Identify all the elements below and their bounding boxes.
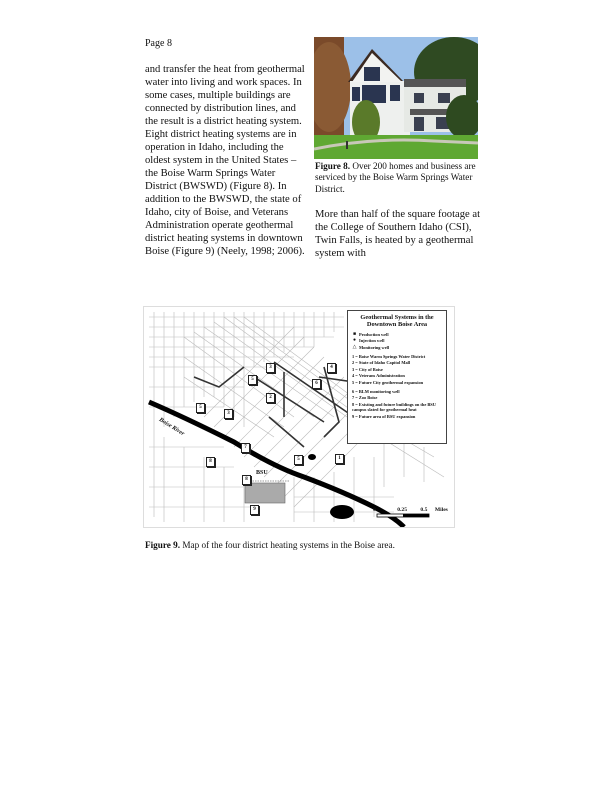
map-marker: 2 xyxy=(266,393,275,403)
boise-river-label: Boise River xyxy=(157,417,186,438)
legend-other-8: 8 = Existing and future buildings on the BSU campus slated for geothermal heat xyxy=(352,401,436,413)
map-marker: 5 xyxy=(248,375,257,385)
scale-unit: Miles xyxy=(434,507,448,513)
left-column xyxy=(145,63,305,258)
figure-8-caption xyxy=(315,161,485,195)
figure-8-photo xyxy=(314,37,478,159)
legend-other-6: 6 = BLM monitoring well xyxy=(352,388,400,394)
map-marker: 8 xyxy=(242,475,251,485)
map-marker: 5 xyxy=(294,455,303,465)
map-marker: 1 xyxy=(335,454,344,464)
injection-well-icon: ● xyxy=(352,338,357,344)
map-legend xyxy=(347,310,447,444)
legend-item-monitoring-well: △ Monitoring well xyxy=(352,345,390,350)
figure-9-caption xyxy=(145,540,395,550)
map-marker: 5 xyxy=(196,403,205,413)
monitoring-well-icon: △ xyxy=(352,345,357,350)
production-well-icon: ■ xyxy=(352,331,357,337)
scale-tick-0: 0 xyxy=(373,507,376,513)
legend-system-1: 1 = Boise Warm Springs Water District xyxy=(352,353,426,359)
legend-system-4: 4 = Veterans Administration xyxy=(352,373,405,379)
page-number: Page 8 xyxy=(145,38,172,49)
map-marker: 7 xyxy=(241,443,250,453)
bsu-label: BSU xyxy=(256,470,268,476)
legend-other-9: 9 = Future area of BSU expansion xyxy=(352,413,416,419)
legend-system-3: 3 = City of Boise xyxy=(352,366,383,372)
body-paragraph-right: More than half of the square footage at the College of Southern Idaho (CSI), Twin Falls, is heated by a geothermal system with xyxy=(315,209,481,259)
scale-tick-05: 0.5 xyxy=(420,507,428,513)
map-marker: 8 xyxy=(206,457,215,467)
legend-item-injection-well: ● Injection well xyxy=(352,338,385,344)
right-column xyxy=(315,208,485,260)
scale-tick-025: 0.25 xyxy=(397,507,407,513)
legend-system-2: 2 = State of Idaho Capitol Mall xyxy=(352,360,411,366)
map-marker: 9 xyxy=(250,505,259,515)
map-marker: 4 xyxy=(327,363,336,373)
legend-system-5: 5 = Future City geothermal expansion xyxy=(352,379,424,385)
body-paragraph: and transfer the heat from geothermal water into living and work spaces. In some cases, multiple buildings are connected by distribution lines, and the result is a district heating system. Eight district heating systems are in operation in Idaho, including the oldest system in the United States – the Boise Warm Springs Water District (BWSWD) (Figure 8). In addition to the BWSWD, the state of Idaho, city of Boise, and Veterans Administration operate geothermal district heating systems in downtown Boise (Figure 9) (Neely, 1998; 2006). xyxy=(145,64,305,257)
map-marker: 3 xyxy=(224,409,233,419)
figure-9-label: Figure 9. xyxy=(145,540,181,550)
house-photo-illustration xyxy=(314,37,478,159)
figure-8-label: Figure 8. xyxy=(315,161,351,171)
legend-item-production-well: ■ Production well xyxy=(352,331,389,337)
map-marker: 3 xyxy=(266,363,275,373)
legend-title: Geothermal Systems in the Downtown Boise Area xyxy=(360,314,434,329)
legend-other-7: 7 = Zoo Boise xyxy=(352,395,378,401)
map-scale xyxy=(373,507,448,513)
figure-9-caption-text: Map of the four district heating systems in the Boise area. xyxy=(180,540,395,550)
figure-8-caption-text: Over 200 homes and business are serviced by the Boise Warm Springs Water District. xyxy=(315,161,476,194)
map-marker: 6 xyxy=(312,379,321,389)
